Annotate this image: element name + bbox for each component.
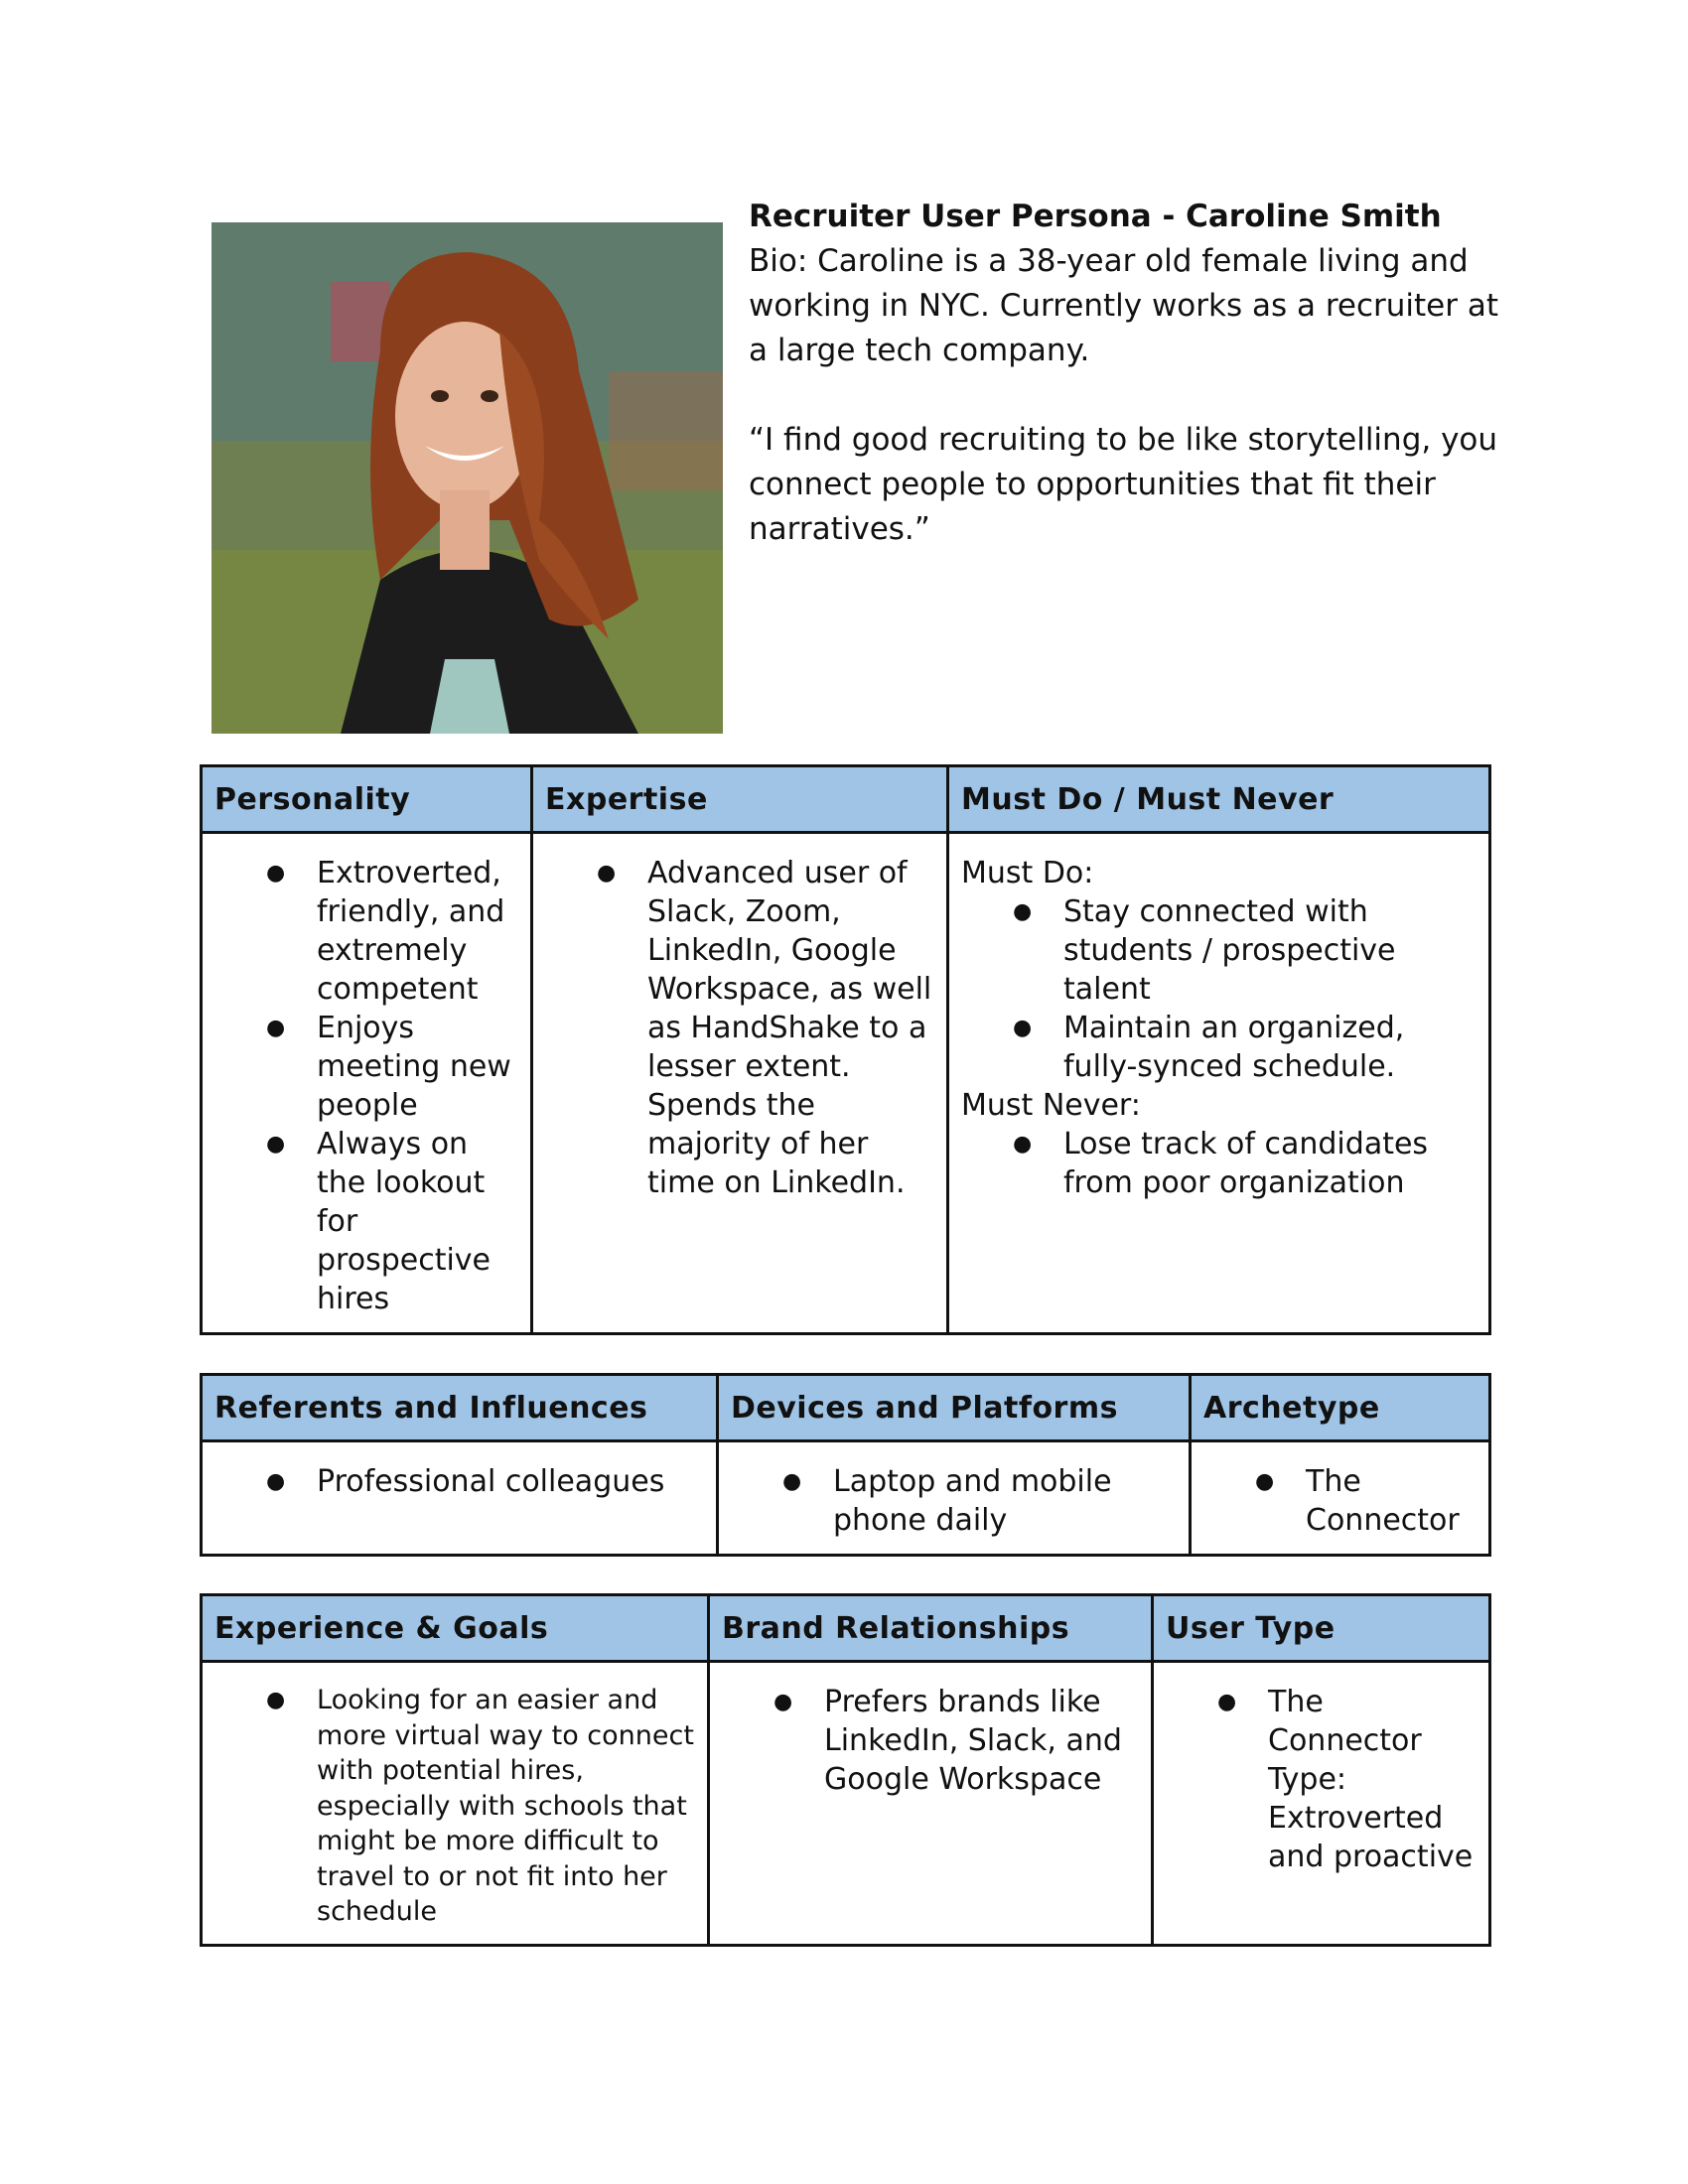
must-never-label: Must Never: (961, 1088, 1141, 1123)
cell-expertise (532, 833, 948, 1334)
header-personality: Personality (202, 766, 532, 833)
header-archetype: Archetype (1191, 1375, 1490, 1441)
persona-photo-icon (211, 222, 723, 734)
persona-photo (211, 222, 723, 734)
archetype-item: ● The Connector (1203, 1462, 1477, 1540)
cell-devices (718, 1441, 1191, 1556)
must-do-item: ● Stay connected with students / prospective talent (961, 892, 1477, 1009)
header-user-type: User Type (1153, 1595, 1490, 1662)
user-type-item: ● The Connector Type: Extroverted and proactive (1166, 1683, 1477, 1876)
must-never-item: ● Lose track of candidates from poor organization (961, 1125, 1477, 1202)
cell-archetype (1191, 1441, 1490, 1556)
cell-must-do-never (948, 833, 1490, 1334)
persona-table-3 (200, 1593, 1491, 1947)
must-do-label: Must Do: (961, 856, 1094, 890)
cell-experience (202, 1662, 709, 1946)
header-experience: Experience & Goals (202, 1595, 709, 1662)
persona-quote: “I find good recruiting to be like storytelling, you connect people to opportunities that fit their narratives.” (749, 422, 1498, 547)
persona-bio: Bio: Caroline is a 38-year old female living and working in NYC. Currently works as a recruiter at a large tech company. (749, 243, 1498, 368)
devices-item: ● Laptop and mobile phone daily (731, 1462, 1177, 1540)
personality-item: ● Extroverted, friendly, and extremely competent (214, 854, 518, 1009)
header-must-do-never: Must Do / Must Never (948, 766, 1490, 833)
persona-header (749, 195, 1503, 552)
header-brands: Brand Relationships (709, 1595, 1153, 1662)
persona-title: Recruiter User Persona - Caroline Smith (749, 199, 1442, 234)
personality-item: ● Enjoys meeting new people (214, 1009, 518, 1125)
cell-personality (202, 833, 532, 1334)
cell-user-type (1153, 1662, 1490, 1946)
referents-item: ● Professional colleagues (214, 1462, 704, 1501)
cell-referents (202, 1441, 718, 1556)
header-devices: Devices and Platforms (718, 1375, 1191, 1441)
expertise-item: ● Advanced user of Slack, Zoom, LinkedIn, Google Workspace, as well as HandShake to a lesser extent. Spends the majority of her time on LinkedIn. (545, 854, 934, 1202)
persona-table-2 (200, 1373, 1491, 1557)
must-do-item: ● Maintain an organized, fully-synced schedule. (961, 1009, 1477, 1086)
experience-item: ● Looking for an easier and more virtual way to connect with potential hires, especially with schools that might be more difficult to travel to or not fit into her schedule (214, 1683, 695, 1930)
personality-item: ● Always on the lookout for prospective hires (214, 1125, 518, 1318)
persona-table-1 (200, 764, 1491, 1335)
header-referents: Referents and Influences (202, 1375, 718, 1441)
cell-brands (709, 1662, 1153, 1946)
header-expertise: Expertise (532, 766, 948, 833)
brands-item: ● Prefers brands like LinkedIn, Slack, and Google Workspace (722, 1683, 1139, 1799)
